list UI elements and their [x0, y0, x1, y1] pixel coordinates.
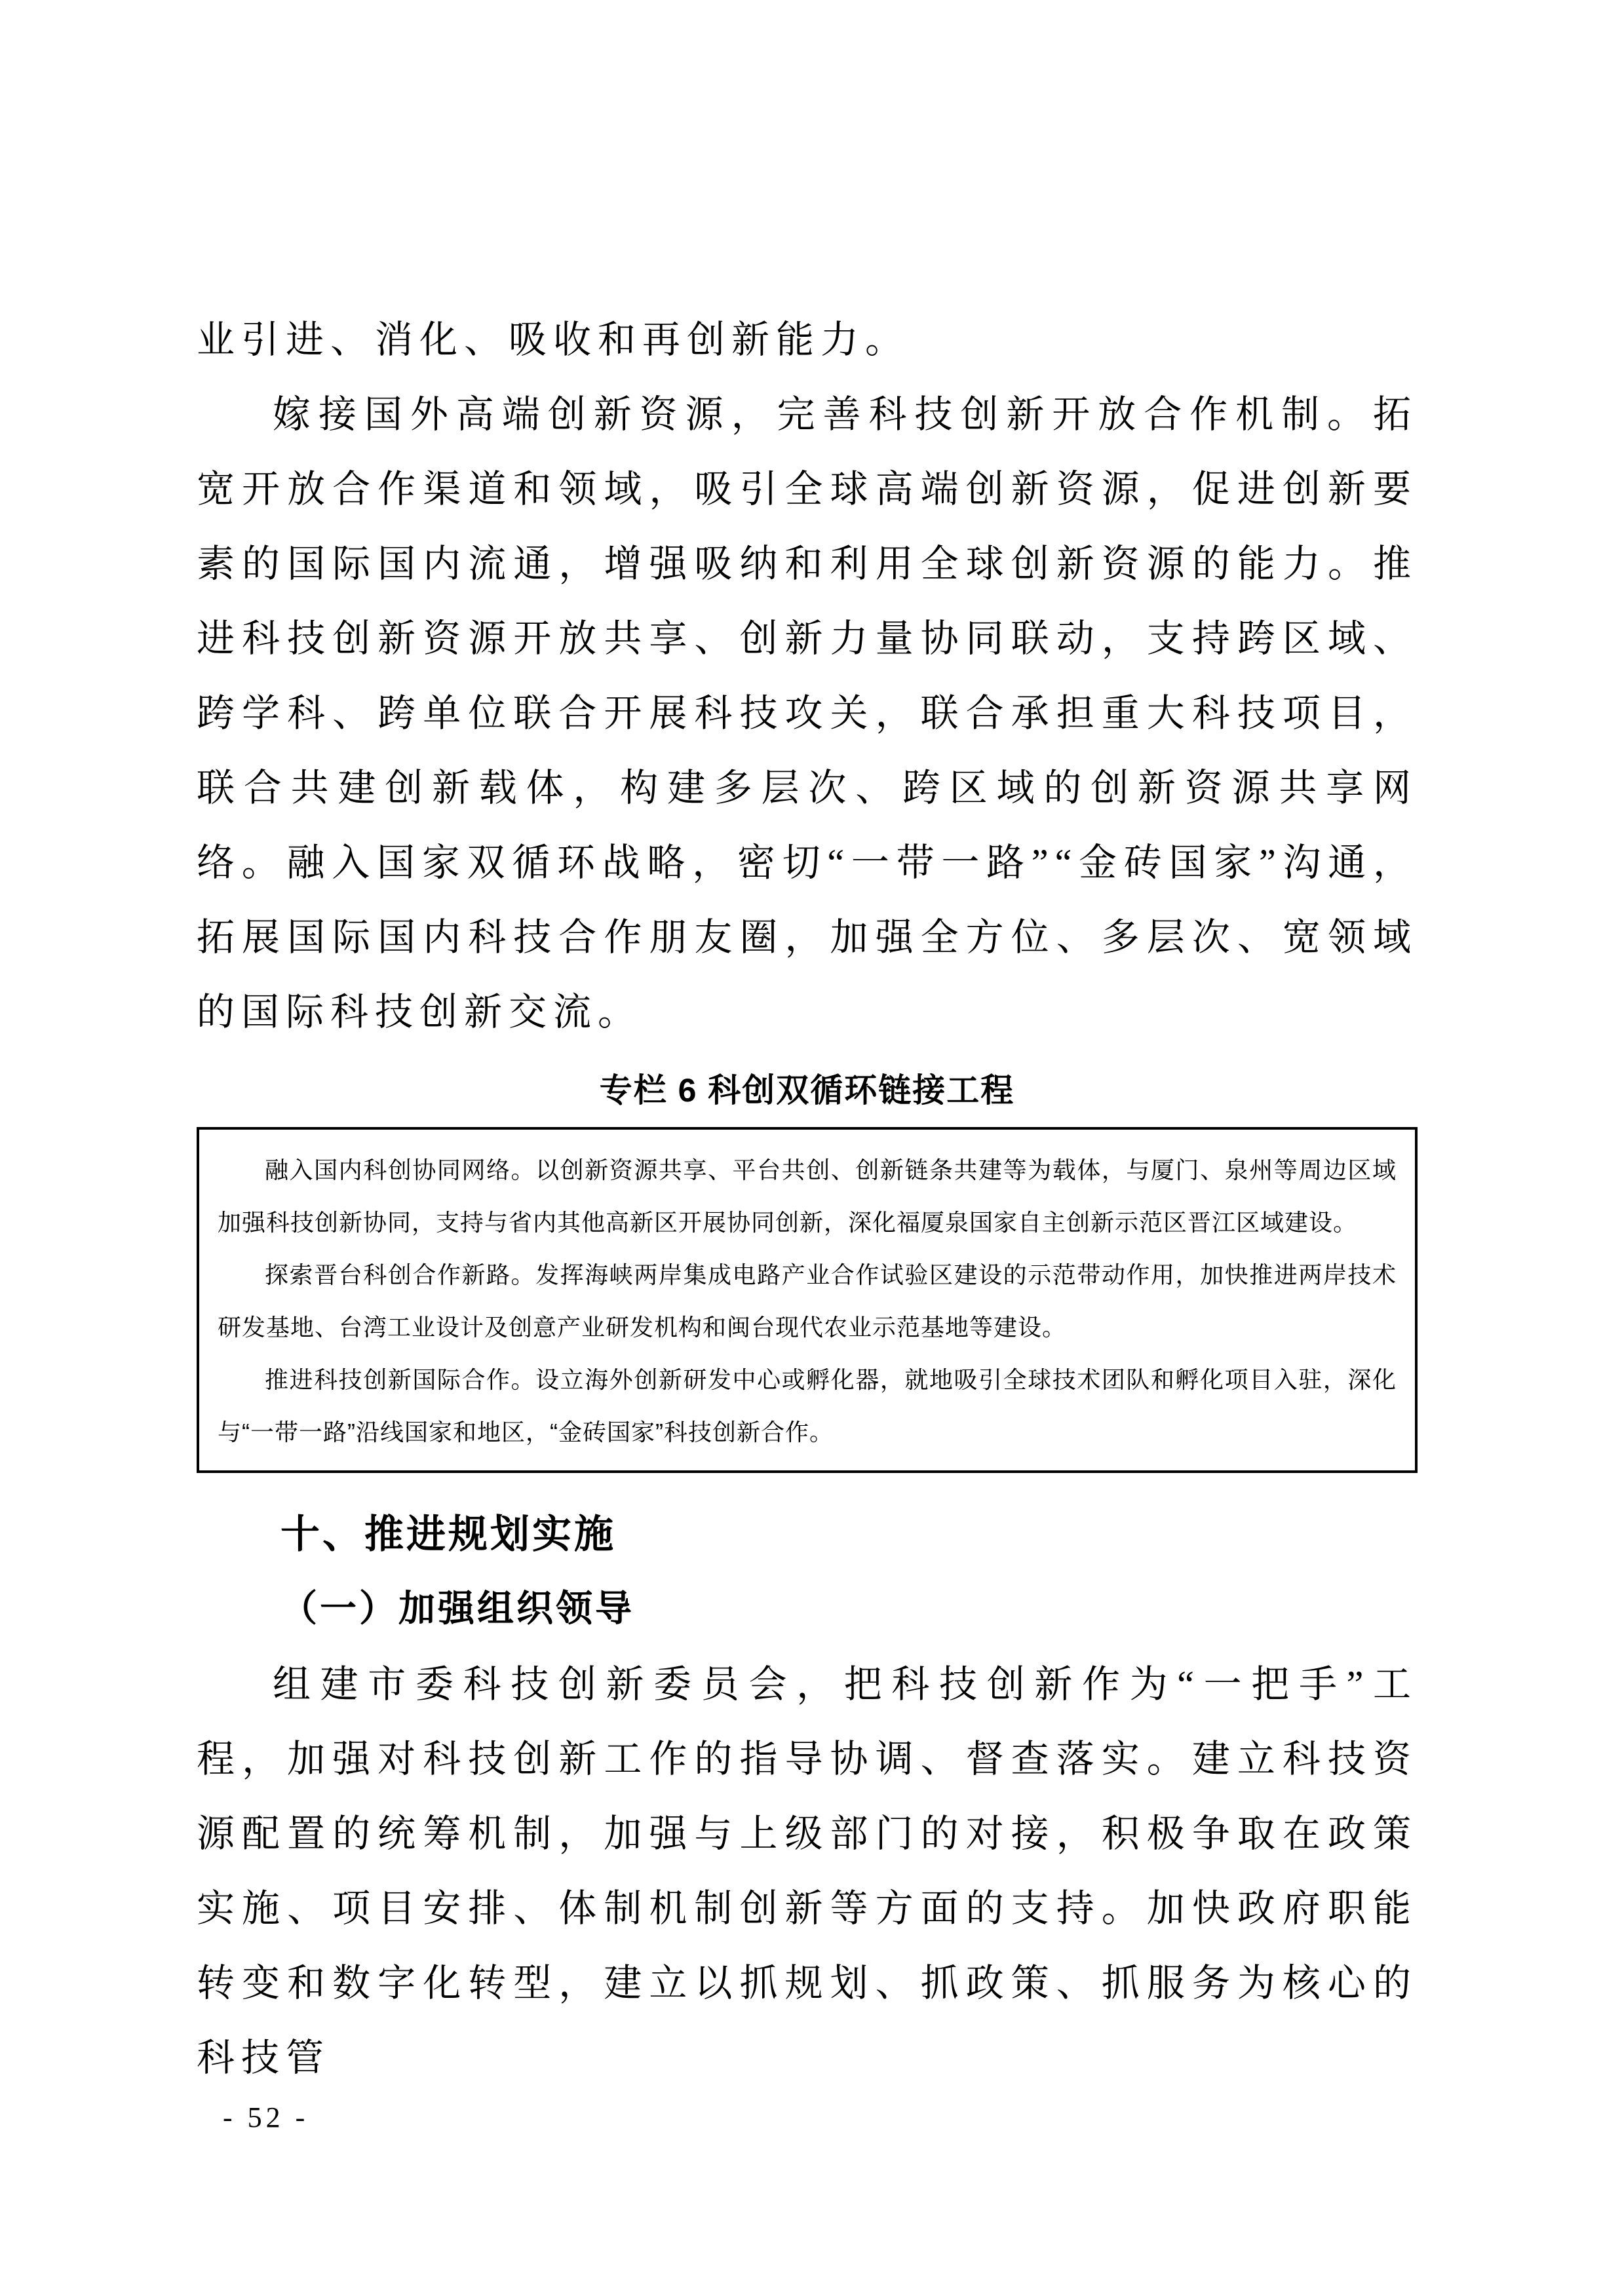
subsection-heading: （一）加强组织领导 [280, 1589, 634, 1630]
feature-box [197, 1127, 1418, 1473]
body-paragraph: 业引进、消化、吸收和再创新能力。 [197, 318, 910, 361]
section-heading: 十、推进规划实施 [280, 1512, 616, 1556]
feature-box-paragraph: 推进科技创新国际合作。设立海外创新研发中心或孵化器，就地吸引全球技术团队和孵化项目入驻，深化与“一带一路”沿线国家和地区，“金砖国家”科技创新合作。 [218, 1366, 1397, 1445]
feature-box-title: 专栏 6 科创双循环链接工程 [599, 1072, 1015, 1109]
body-paragraph: 嫁接国外高端创新资源，完善科技创新开放合作机制。拓宽开放合作渠道和领域，吸引全球高端创新资源，促进创新要素的国际国内流通，增强吸纳和利用全球创新资源的能力。推进科技创新资源开放共享、创新力量协同联动，支持跨区域、跨学科、跨单位联合开展科技攻关，联合承担重大科技项目，联合共建创新载体，构建多层次、跨区域的创新资源共享网络。融入国家双循环战略，密切“一带一路”“金砖国家”沟通，拓展国际国内科技合作朋友圈，加强全方位、多层次、宽领域的国际科技创新交流。 [197, 393, 1418, 1033]
page-content [197, 303, 1418, 2095]
body-paragraph: 组建市委科技创新委员会，把科技创新作为“一把手”工程，加强对科技创新工作的指导协调、督查落实。建立科技资源配置的统筹机制，加强与上级部门的对接，积极争取在政策实施、项目安排、体制机制创新等方面的支持。加快政府职能转变和数字化转型，建立以抓规划、抓政策、抓服务为核心的科技管 [197, 1663, 1418, 2079]
feature-box-paragraph: 探索晋台科创合作新路。发挥海峡两岸集成电路产业合作试验区建设的示范带动作用，加快推进两岸技术研发基地、台湾工业设计及创意产业研发机构和闽台现代农业示范基地等建设。 [218, 1261, 1397, 1341]
feature-box-paragraph: 融入国内科创协同网络。以创新资源共享、平台共创、创新链条共建等为载体，与厦门、泉州等周边区域加强科技创新协同，支持与省内其他高新区开展协同创新，深化福厦泉国家自主创新示范区晋江区域建设。 [218, 1157, 1397, 1236]
page-number: - 52 - [223, 2101, 309, 2133]
